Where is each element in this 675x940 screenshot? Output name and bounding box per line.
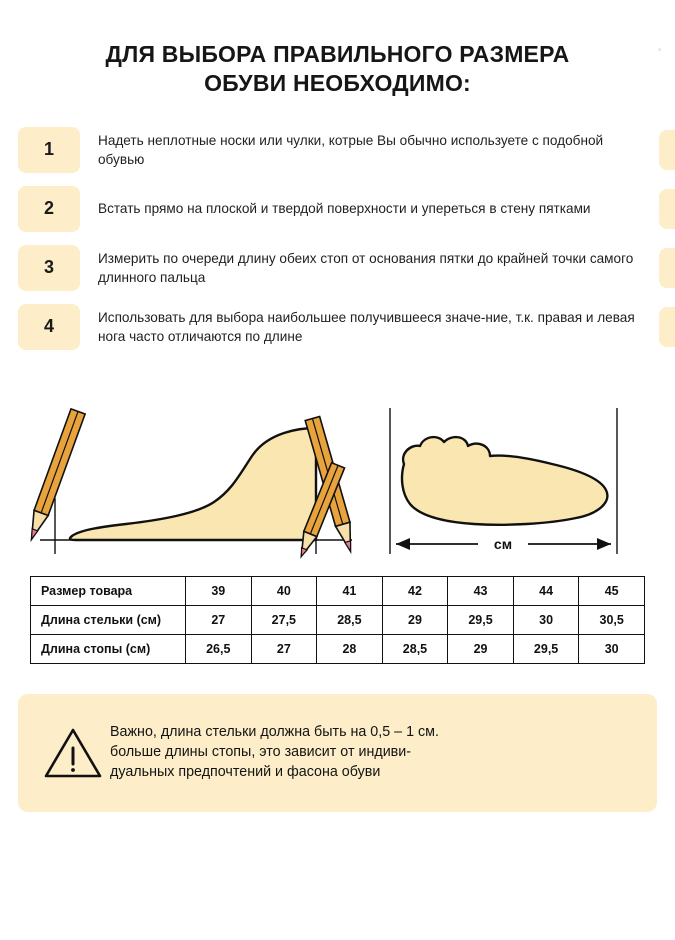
table-row [31, 605, 645, 634]
table-row-header: Длина стопы (см) [31, 634, 186, 663]
step-number-badge: 2 [18, 186, 80, 232]
table-row-header: Длина стельки (см) [31, 605, 186, 634]
page-title [30, 40, 645, 99]
step-text: Измерить по очереди длину обеих стоп от основания пятки до крайней точки самого длинного пальца [98, 250, 634, 285]
step-text: Использовать для выбора наибольшее получившееся значе-ние, т.к. правая и левая нога часто отличаются по длине [98, 309, 635, 344]
table-cell: 29 [448, 634, 514, 663]
table-cell: 28 [317, 634, 383, 663]
table-cell: 27 [251, 634, 317, 663]
title-line1-emphasis: ПРАВИЛЬНОГО [273, 41, 453, 67]
steps-list [0, 127, 675, 350]
table-cell: 27,5 [251, 605, 317, 634]
step-number-badge: 4 [18, 304, 80, 350]
edge-accent-shape [659, 130, 675, 170]
table-row-header: Размер товара [31, 576, 186, 605]
step-item [18, 186, 657, 232]
note-line-3: дуальных предпочтений и фасона обуви [110, 763, 381, 780]
table-cell: 28,5 [317, 605, 383, 634]
step-text: Встать прямо на плоской и твердой поверхности и упереться в стену пятками [98, 201, 591, 217]
step-item [18, 304, 657, 350]
table-cell: 26,5 [186, 634, 252, 663]
edge-accent-shape [659, 189, 675, 229]
foot-measurement-illustration [0, 368, 675, 568]
decorative-dot [658, 48, 661, 51]
important-note [18, 694, 657, 812]
table-cell: 27 [186, 605, 252, 634]
table-cell: 39 [186, 576, 252, 605]
table-cell: 40 [251, 576, 317, 605]
step-item [18, 245, 657, 291]
table-cell: 41 [317, 576, 383, 605]
table-cell: 29,5 [448, 605, 514, 634]
table-cell: 30 [579, 634, 645, 663]
table-row [31, 576, 645, 605]
table-cell: 30 [513, 605, 579, 634]
table-cell: 43 [448, 576, 514, 605]
table-cell: 42 [382, 576, 448, 605]
table-cell: 29 [382, 605, 448, 634]
step-number-badge: 1 [18, 127, 80, 173]
note-text [110, 723, 439, 782]
title-line1-part-b: РАЗМЕРА [452, 41, 570, 67]
note-line-1: Важно, длина стельки должна быть на 0,5 – 1 см. [110, 724, 439, 741]
size-table-wrapper [30, 576, 645, 664]
table-cell: 28,5 [382, 634, 448, 663]
step-number-badge: 3 [18, 245, 80, 291]
size-table [30, 576, 645, 664]
edge-accent-shape [659, 307, 675, 347]
title-line1-part-a: ДЛЯ ВЫБОРА [105, 41, 274, 67]
warning-icon [36, 726, 110, 780]
table-row [31, 634, 645, 663]
table-cell: 29,5 [513, 634, 579, 663]
unit-label: см [493, 535, 513, 552]
note-line-2: больше длины стопы, это зависит от индиви- [110, 744, 412, 761]
table-cell: 45 [579, 576, 645, 605]
table-cell: 30,5 [579, 605, 645, 634]
edge-accent-shape [659, 248, 675, 288]
title-line2: ОБУВИ НЕОБХОДИМО: [204, 70, 471, 97]
step-text: Надеть неплотные носки или чулки, котрые Вы обычно используете с подобной обувью [98, 132, 604, 167]
table-cell: 44 [513, 576, 579, 605]
step-item [18, 127, 657, 173]
